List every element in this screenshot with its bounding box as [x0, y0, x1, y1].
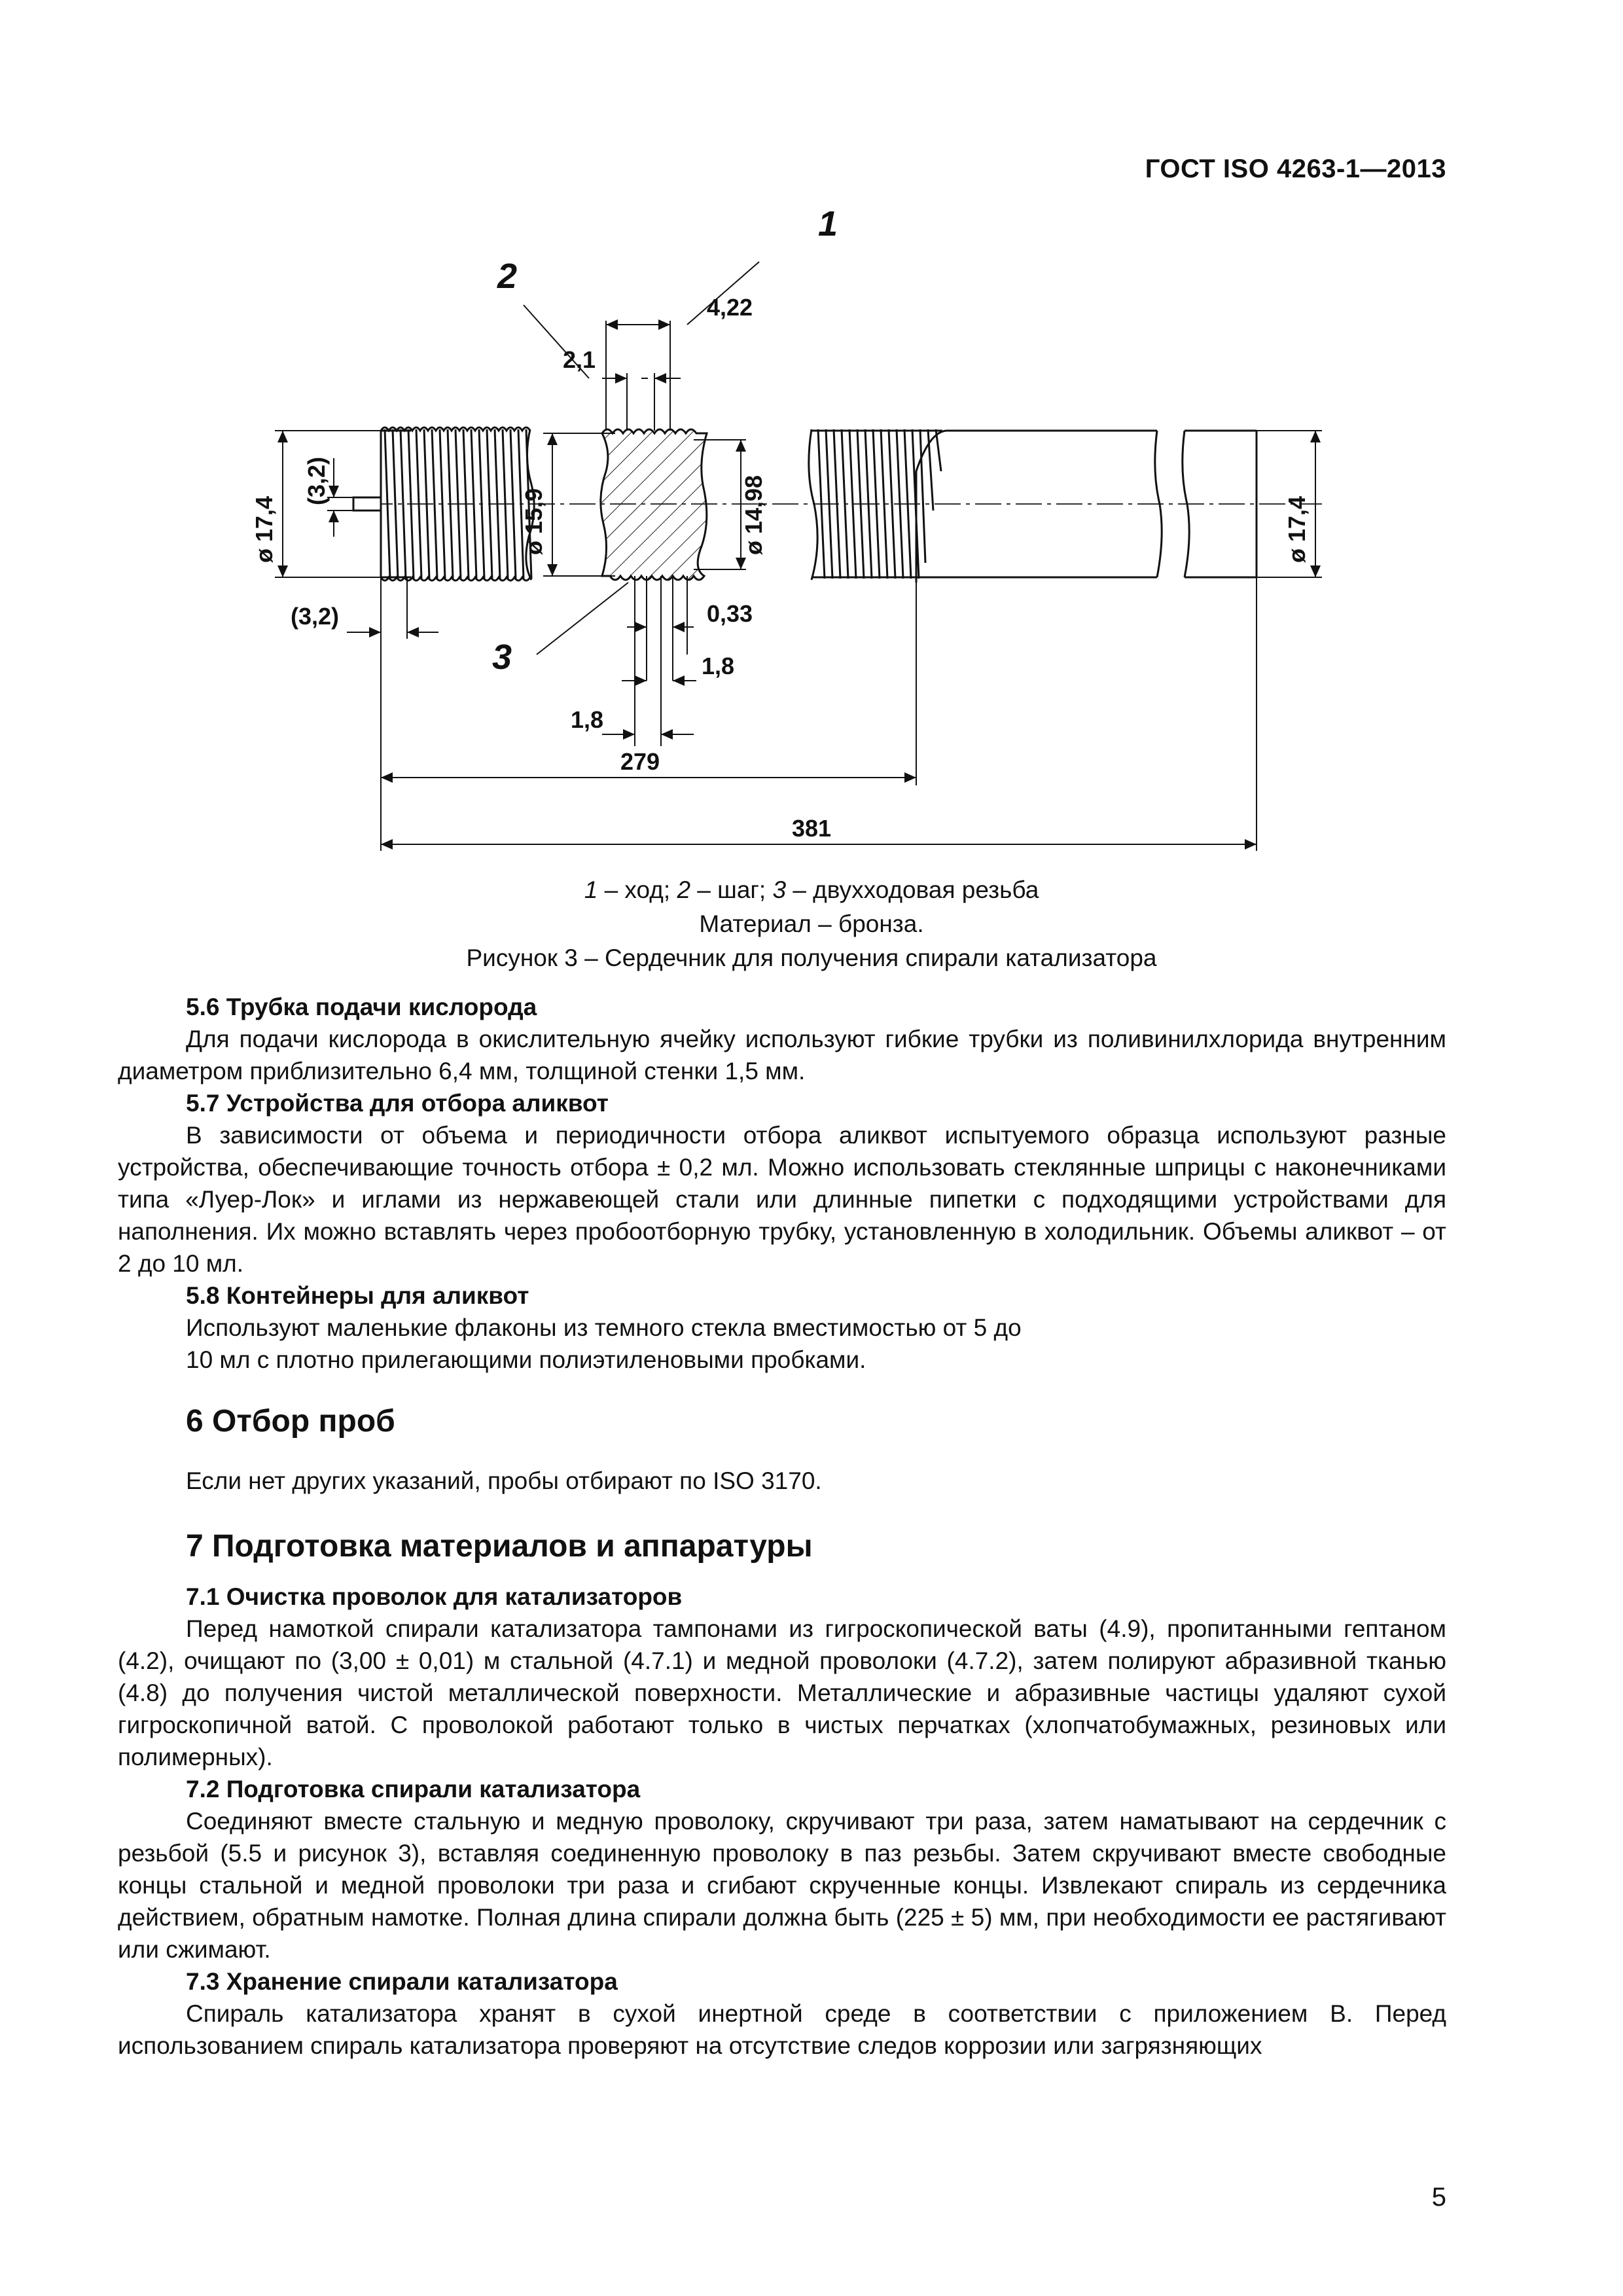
legend-text-2: – шаг;: [690, 876, 773, 903]
dim-minor-diameter: ø 14,98: [740, 475, 767, 555]
legend-num-3: 3: [772, 876, 787, 903]
callout-2: 2: [497, 257, 518, 296]
dim-length-thread: 279: [620, 748, 660, 775]
right-thread-section: [809, 429, 946, 583]
section-7-1-title: 7.1 Очистка проволок для катализаторов: [186, 1583, 683, 1610]
section-7-2-title: 7.2 Подготовка спирали катализатора: [186, 1776, 641, 1803]
legend-text-3: – двухходовая резьба: [786, 876, 1039, 903]
section-5-8-line-2: 10 мл с плотно прилегающими полиэтиленовыми пробками.: [186, 1346, 866, 1373]
dim-outer-diameter-right: ø 17,4: [1283, 495, 1310, 563]
dim-major-diameter: ø 15,9: [520, 488, 547, 555]
dim-gap-b: 1,8: [571, 706, 604, 733]
figure-material: Материал – бронза.: [699, 910, 924, 937]
callout-3: 3: [492, 637, 512, 677]
dimension-lines: [275, 262, 1322, 851]
dim-slot-depth: (3,2): [303, 456, 330, 505]
page-number: 5: [1431, 2183, 1446, 2212]
dim-groove: 0,33: [707, 600, 753, 627]
section-7-heading: 7 Подготовка материалов и аппаратуры: [186, 1529, 813, 1564]
document-code-header: ГОСТ ISO 4263-1—2013: [1145, 154, 1446, 183]
dim-gap-a: 1,8: [702, 653, 735, 679]
section-7-3-body: Спираль катализатора хранят в сухой инертной среде в соответствии с приложением В. Перед использованием спираль катализатора проверяют на отсутствие следов коррозии или загрязняющих: [118, 2000, 1446, 2059]
legend-text-1: – ход;: [597, 876, 677, 903]
legend-num-2: 2: [677, 876, 691, 903]
mandrel-drawing: [236, 196, 1361, 870]
dim-slot-width: (3,2): [291, 603, 340, 630]
figure-legend: [0, 873, 1623, 907]
section-5-6-title: 5.6 Трубка подачи кислорода: [186, 994, 537, 1020]
section-7-2-body: Соединяют вместе стальную и медную проволоку, скручивают три раза, затем наматывают на сердечник с резьбой (5.5 и рисунок 3), вставляя соединенную проволоку в паз резьбы. Затем скручивают вместе свободные концы стальной и медной проволоки три раза и сгибают скрученные концы. Извлекают спираль из сердечника действием, обратным намотке. Полная длина спирали должна быть (225 ± 5) мм, при необходимости ее растягивают или сжимают.: [118, 1808, 1446, 1963]
section-5-7-body: В зависимости от объема и периодичности отбора аликвот испытуемого образца используют разные устройства, обеспечивающие точность отбора ± 0,2 мл. Можно использовать стеклянные шприцы с наконечниками типа «Луер-Лок» и иглами из нержавеющей стали или длинные пипетки с подходящими устройствами для наполнения. Их можно вставлять через пробоотборную трубку, установленную в холодильник. Объемы аликвот – от 2 до 10 мл.: [118, 1122, 1446, 1277]
figure-caption: Рисунок 3 – Сердечник для получения спирали катализатора: [466, 944, 1157, 971]
section-5-8-title: 5.8 Контейнеры для аликвот: [186, 1282, 529, 1309]
dim-length-total: 381: [792, 815, 832, 842]
section-7-3-title: 7.3 Хранение спирали катализатора: [186, 1968, 618, 1995]
section-7-1-body: Перед намоткой спирали катализатора тампонами из гигроскопической ваты (4.9), пропитанными гептаном (4.2), очищают по (3,00 ± 0,01) м стальной (4.7.1) и медной проволоки (4.7.2), затем полируют абразивной тканью (4.8) до получения чистой металлической поверхности. Металлические и абразивные частицы удаляют сухой гигроскопичной ватой. С проволокой работают только в чистых перчатках (хлопчатобумажных, резиновых или полимерных).: [118, 1615, 1446, 1770]
cross-section: [601, 429, 707, 580]
dim-outer-diameter-left: ø 17,4: [251, 495, 277, 563]
dim-lead: 4,22: [707, 294, 753, 321]
callout-1: 1: [818, 204, 838, 243]
document-body: [118, 991, 1446, 2062]
section-5-7-title: 5.7 Устройства для отбора аликвот: [186, 1090, 609, 1117]
section-5-6-body: Для подачи кислорода в окислительную ячейку используют гибкие трубки из поливинилхлорида внутренним диаметром приблизительно 6,4 мм, толщиной стенки 1,5 мм.: [118, 1026, 1446, 1085]
legend-num-1: 1: [584, 876, 598, 903]
section-6-heading: 6 Отбор проб: [186, 1404, 395, 1439]
dim-pitch: 2,1: [563, 346, 596, 373]
section-6-body: Если нет других указаний, пробы отбирают по ISO 3170.: [186, 1467, 822, 1494]
section-5-8-line-1: Используют маленькие флаконы из темного стекла вместимостью от 5 до: [186, 1314, 1022, 1341]
